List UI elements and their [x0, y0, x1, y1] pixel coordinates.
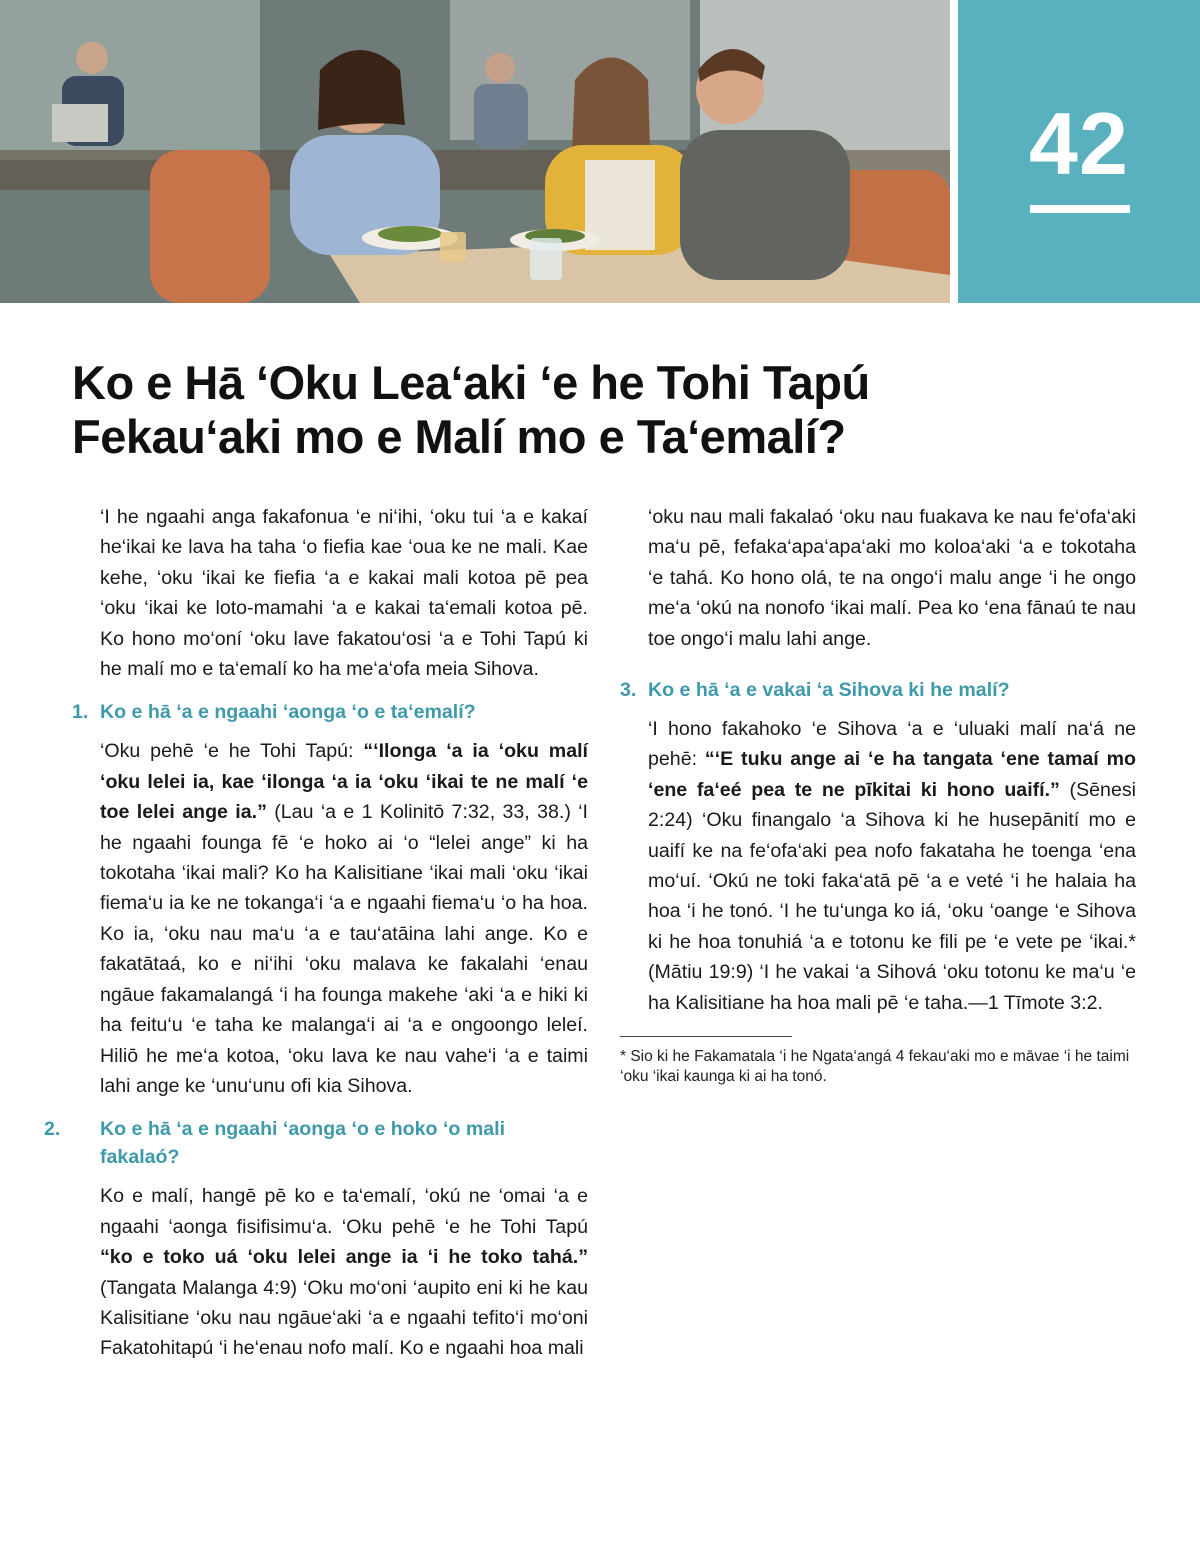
footnote: * Sio ki he Fakamatala ‘i he Ngata‘angá 4 fekau‘aki mo e māvae ‘i he taimi ‘oku ‘ikai kaunga ki ai ha tonó.: [620, 1048, 1130, 1086]
answer-2-quote: “ko e toko uá ‘oku lelei ange ia ‘i he toko tahá.”: [100, 1246, 588, 1269]
answer-3-quote: “‘E tuku ange ai ‘e ha tangata ‘ene tamaí mo ‘ene fa‘eé pea te ne pīkitai ki hono uaifí.”: [648, 748, 1136, 801]
title-line-2: Fekau‘aki mo e Malí mo e Ta‘emalí?: [72, 410, 846, 463]
lesson-number-underline: [1030, 205, 1130, 213]
answer-1-paragraph: [100, 736, 588, 1101]
lesson-number: 42: [1029, 94, 1129, 193]
cafe-scene-image: [0, 0, 950, 303]
answer-2-paragraph: [100, 1181, 588, 1363]
question-1-number: 1.: [72, 701, 89, 724]
answer-2-continued: ‘oku nau mali fakalaó ‘oku nau fuakava ke nau fe‘ofa‘aki ma‘u pē, fefaka‘apa‘apa‘aki mo koloa‘aki ‘a e tokotaha ‘e tahá. Ko hono olá, te na ongo‘i malu ange ‘i he ongo me‘a ‘okú na nonofo ‘ikai malí. Pea ko ‘ena fānaú te nau toe ongo‘i malu lahi ange.: [648, 506, 1136, 650]
header-photo: [0, 0, 950, 303]
left-column: [44, 502, 588, 1378]
lesson-badge: [958, 0, 1200, 303]
page-title: [72, 356, 1132, 464]
question-1-text: Ko e hā ‘a e ngaahi ‘aonga ‘o e ta‘emalí?: [100, 701, 476, 724]
title-line-1: Ko e Hā ‘Oku Lea‘aki ‘e he Tohi Tapú: [72, 356, 870, 409]
answer-1-body: (Lau ‘a e 1 Kolinitō 7:32, 33, 38.) ‘I he ngaahi founga fē ‘e hoko ai ‘o “lelei ange” ki ha tokotaha ‘ikai mali? Ko ha Kalisitiane ‘ikai mali ‘oku ‘ikai fiema‘u ia ke ne tokanga‘i ‘a e ngaahi fiema‘u ‘o ha hoa. Ko ia, ‘oku nau ma‘u ‘a e tau‘atāina lahi ange. Ko e fakatātaá, ko e ni‘ihi ‘oku malava ke fakalahi ‘enau ngāue fakamalangá ‘i ha founga makehe ‘aki ‘a e hiki ki ha feitu‘u ‘e taha ke malanga‘i ai ‘a e ongoongo leleí. Hiliō he me‘a kotoa, ‘oku lava ke nau vahe‘i ‘a e taimi lahi ange ke ‘unu‘unu ofi kia Sihova.: [100, 801, 588, 1097]
question-3: [620, 676, 1136, 704]
answer-1-quote: “‘Ilonga ‘a ia ‘oku malí ‘oku lelei ia, kae ‘ilonga ‘a ia ‘oku ‘ikai te ne malí ‘e toe lelei ange ia.”: [100, 740, 588, 824]
answer-1-lead: ‘Oku pehē ‘e he Tohi Tapú:: [100, 740, 364, 763]
right-column: [620, 502, 1136, 1087]
answer-2-body: (Tangata Malanga 4:9) ‘Oku mo‘oni ‘aupito eni ki he kau Kalisitiane ‘oku nau ngāue‘aki ‘a e ngaahi tefito‘i mo‘oni Fakatohitapú ‘i he‘enau nofo malí. Ko e ngaahi hoa mali: [100, 1276, 588, 1360]
question-2-number: 2.: [44, 1118, 61, 1141]
question-1: [72, 698, 588, 726]
answer-3-lead: ‘I hono fakahoko ‘e Sihova ‘a e ‘uluaki malí na‘á ne pehē:: [648, 718, 1136, 771]
question-3-number: 3.: [620, 679, 637, 702]
answer-3-paragraph: [648, 714, 1136, 1018]
intro-paragraph: ‘I he ngaahi anga fakafonua ‘e ni‘ihi, ‘oku tui ‘a e kakaí he‘ikai ke lava ha taha ‘o fiefia kae ‘oua ke ne mali. Kae kehe, ‘oku ‘ikai ke fiefia ‘a e kakai mali kotoa pē pea ‘oku ‘ikai ke loto-mamahi ‘a e kakai ta‘emali kotoa pē. Ko hono mo‘oní ‘oku lave fakatou‘osi ‘a e Tohi Tapú ki he malí mo e ta‘emalí ko ha me‘a‘ofa meia Sihova.: [100, 506, 588, 681]
answer-3-body: (Sēnesi 2:24) ‘Oku finangalo ‘a Sihova ki he husepānití mo e uaifí ke na fe‘ofa‘aki pea nofo fakataha he toenga ‘ena mo‘uí. ‘Okú ne toki faka‘atā pē ‘a e veté ‘i he halaia ha hoa ‘i he tonó. ‘I he tu‘unga ko iá, ‘oku ‘oange ‘e Sihova ki he hoa tonuhiá ‘a e totonu ke fili pe ‘e vete pe ‘ikai.* (Mātiu 19:9) ‘I he vakai ‘a Sihová ‘oku totonu ke ma‘u ‘e ha Kalisitiane ha hoa mali pē ‘e taha.—1 Tīmote 3:2.: [648, 778, 1136, 1014]
footnote-divider: [620, 1036, 792, 1037]
question-3-text: Ko e hā ‘a e vakai ‘a Sihova ki he malí?: [648, 679, 1010, 702]
answer-2-lead: Ko e malí, hangē pē ko e ta‘emalí, ‘okú ne ‘omai ‘a e ngaahi ‘aonga fisifisimu‘a. ‘Oku pehē ‘e he Tohi Tapú: [100, 1185, 588, 1238]
question-2-text: Ko e hā ‘a e ngaahi ‘aonga ‘o e hoko ‘o mali fakalaó?: [100, 1118, 506, 1169]
question-2: [44, 1115, 588, 1171]
